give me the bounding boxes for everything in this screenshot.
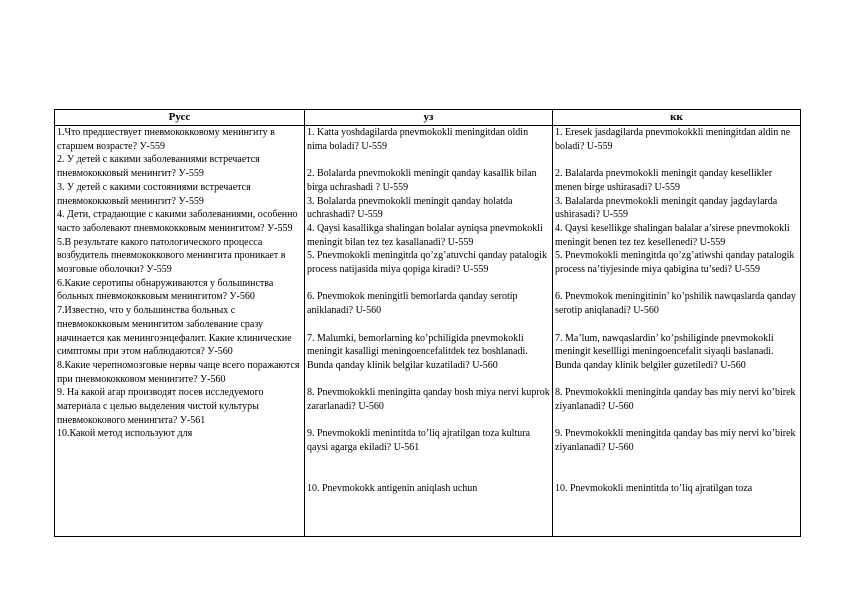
- question-uz-4: 4. Qaysi kasallikga shalingan bolalar ayniqsa pnevmokokli meningit bilan tez tez kasallanadi? U-559: [307, 222, 543, 248]
- question-uz-7: 7. Malumki, bemorlarning ko’pchiligida pnevmokokli meningit kasalligi meningoencefalitdek tez boshlanadi. Bunda qanday klinik belgilar kuzatiladi? U-560: [307, 332, 528, 371]
- question-ru-8: 8.Какие черепномозговые нервы чаще всего поражаются при пневмококковом менингите? У-560: [57, 359, 300, 385]
- question-ru-4: 4. Дети, страдающие с какими заболеваниями, особенно часто заболевают пневмококковым менингитом? У-559: [57, 209, 298, 234]
- question-uz-5: 5. Pnevmokokli meningitda qo’zg’atuvchi qanday patalogik process natijasida miya qopiga kiradi? U-559: [307, 250, 547, 276]
- question-uz-3: 3. Bolalarda pnevmokokli meningit qanday holatda uchrashadi? U-559: [307, 195, 513, 221]
- question-uz-10: 10. Pnevmokokk antigenin aniqlash uchun: [307, 483, 478, 495]
- question-table: [54, 109, 801, 537]
- question-ru-9: 9. На какой агар производят посев исследуемого материала с целью выделения чистой культуры пневмококового менингита? У-561: [57, 387, 264, 426]
- question-kk-5: 5. Pnevmokokli meningitda qo’zg’atiwshi qanday patalogik process na’tiyjesinde miya qabigina tu’sedi? U-559: [555, 250, 795, 276]
- question-kk-9: 9. Pnevmokokkli meningitda qanday bas miy nervi ko’birek ziyanlanadi? U-560: [555, 428, 796, 454]
- question-ru-6: 6.Какие серотипы обнаруживаются у большинства больных пневмококковым менингитом? У-560: [57, 277, 274, 303]
- question-uz-1: 1. Katta yoshdagilarda pnevmokokli meningitdan oldin nima boladi? U-559: [307, 127, 529, 152]
- question-kk-2: 2. Balalarda pnevmokokli meningit qanday kesellikler menen birge ushirasadi? U-559: [555, 168, 773, 193]
- question-ru-3: 3. У детей с какими состояниями встречается пневмококковый менингит? У-559: [57, 181, 251, 207]
- question-ru-10: 10.Какой метод используют для: [57, 428, 193, 440]
- question-uz-9: 9. Pnevmokokli menintitda to’liq ajratilgan toza kultura qaysi agarga ekiladi? U-561: [307, 428, 531, 454]
- cell-russian: [55, 126, 305, 537]
- question-kk-4: 4. Qaysi kesellikge shalingan balalar a’sirese pnevmokokli meningit benen tez tez kesellenedi? U-559: [555, 222, 790, 248]
- table-row: [55, 126, 801, 537]
- question-ru-1: 1.Что предшествует пневмококковому менингиту в старшем возрасте? У-559: [57, 127, 275, 152]
- question-kk-7: 7. Ma’lum, nawqaslardin’ ko’pshiliginde pnevmokokli meningit kesellligi meningoencefalit siyaqli baslanadi. Bunda qanday klinik belgiler guzetiledi? U-560: [555, 332, 774, 371]
- question-kk-8: 8. Pnevmokokkli meningitda qanday bas miy nervi ko’birek ziyanlanadi? U-560: [555, 387, 796, 412]
- question-ru-7: 7.Известно, что у большинства больных с пневмококковым менингитом заболевание сразу начинается как менингоэнцефалит. Какие клинические симптомы при этом наблюдаются? У-560: [57, 305, 292, 358]
- header-russian: Русс: [55, 110, 305, 126]
- question-uz-8: 8. Pnevmokokkli meningitta qanday bosh miya nervi kuprok zararlanadi? U-560: [307, 387, 550, 412]
- header-karakalpak: кк: [553, 110, 801, 126]
- cell-karakalpak: [553, 126, 801, 537]
- header-row: [55, 110, 801, 126]
- header-uzbek: уз: [305, 110, 553, 126]
- question-ru-5: 5.В результате какого патологического процесса возбудитель пневмококкового менингита проникает в мозговые оболочки? У-559: [57, 236, 286, 276]
- question-ru-2: 2. У детей с какими заболеваниями встречается пневмококковый менингит? У-559: [57, 154, 260, 180]
- question-uz-2: 2. Bolalarda pnevmokokli meningit qanday kasallik bilan birga uchrashadi ? U-559: [307, 168, 537, 193]
- question-kk-1: 1. Eresek jasdagilarda pnevmokokkli meningitdan aldin ne boladi? U-559: [555, 127, 791, 152]
- question-kk-10: 10. Pnevmokokli menintitda to’liq ajratilgan toza: [555, 483, 753, 495]
- question-kk-6: 6. Pnevmokok meningitinin’ ko’pshilik nawqaslarda qanday serotip aniqlanadi? U-560: [555, 291, 796, 317]
- cell-uzbek: [305, 126, 553, 537]
- question-uz-6: 6. Pnevmokok meningitli bemorlarda qanday serotip aniklanadi? U-560: [307, 291, 518, 317]
- question-kk-3: 3. Balalarda pnevmokokli meningit qanday jagdaylarda ushirasadi? U-559: [555, 195, 778, 221]
